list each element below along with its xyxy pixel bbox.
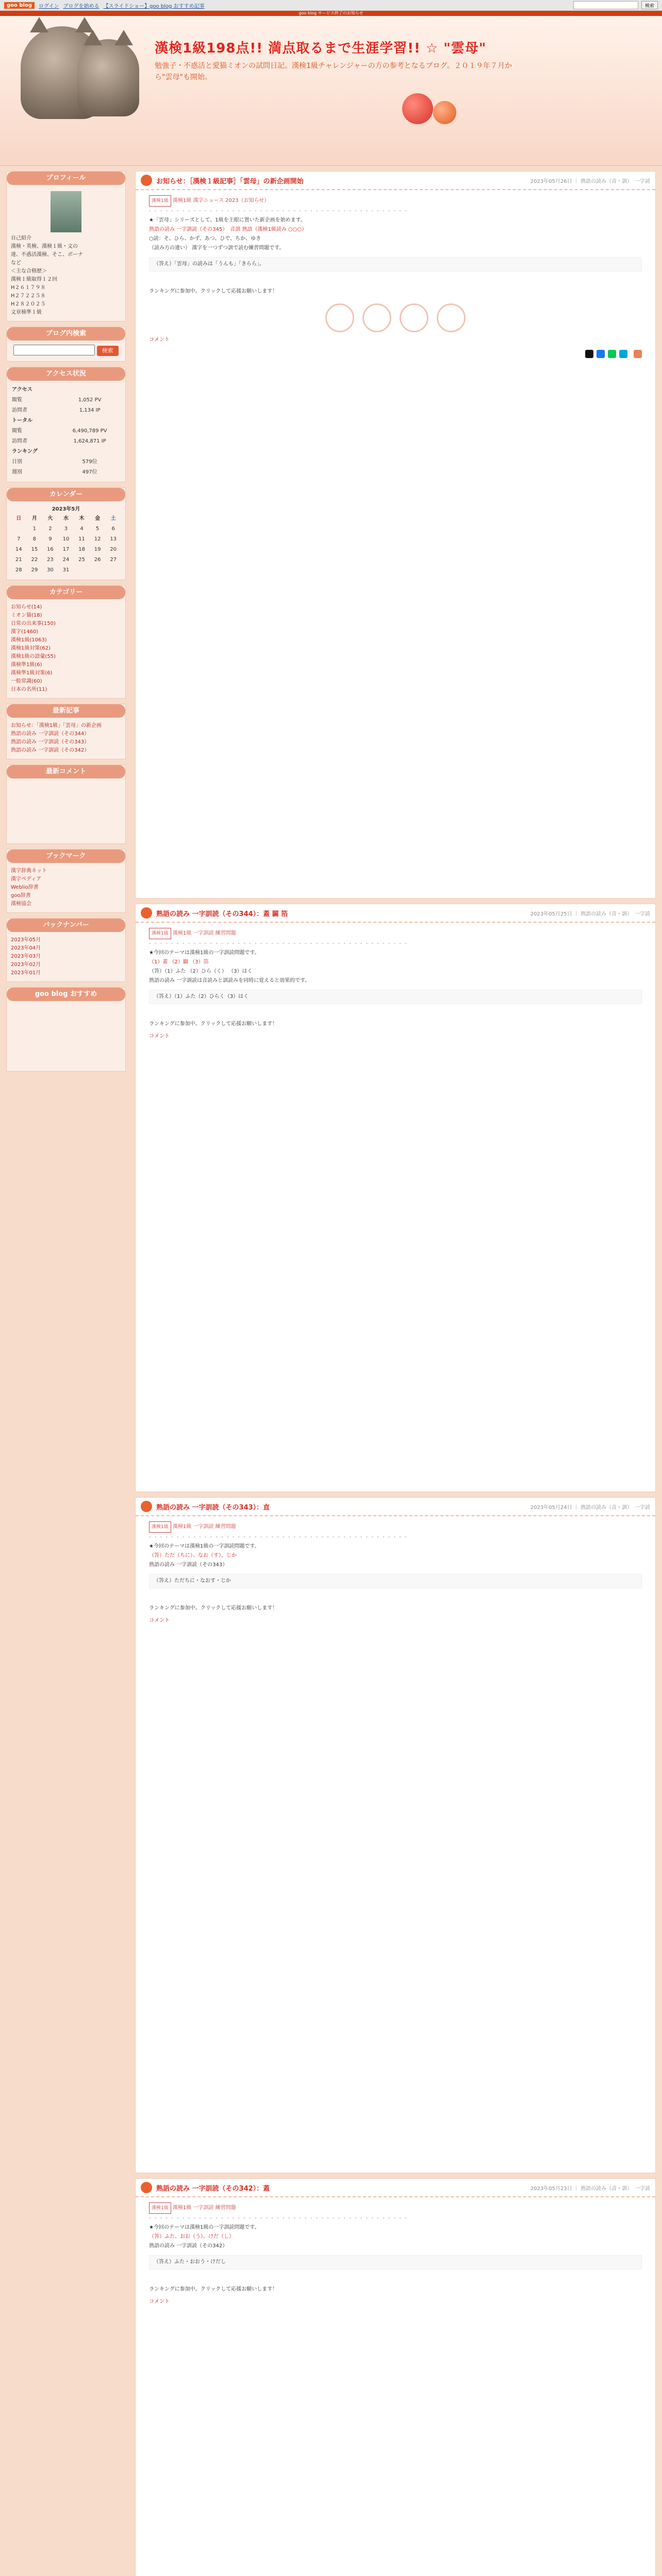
access-value xyxy=(58,447,121,457)
calendar-day[interactable]: 22 xyxy=(31,557,38,563)
category-link[interactable]: 漢検1級の語彙(55) xyxy=(11,654,56,659)
hatena-share-icon[interactable] xyxy=(619,350,627,358)
calendar-day[interactable]: 27 xyxy=(110,557,117,563)
post-text: ★今回のテーマは漢検1級の一字訓読問題です。 xyxy=(149,1544,260,1549)
access-box xyxy=(6,367,126,482)
post-date: 2023年05月26日 ｜ 熟語の読み（音・訓） 一字読 xyxy=(530,178,650,184)
calendar-day[interactable]: 4 xyxy=(80,526,84,532)
backnumber-link[interactable]: 2023年04月 xyxy=(11,945,41,951)
post-text: 熟語の読み 一字訓読（その345） 音訓 熟語（漢検1級読み ○○○） xyxy=(149,227,307,232)
profile-line: など xyxy=(11,260,21,266)
calendar-month: 2023年5月 xyxy=(52,506,80,512)
calendar-day[interactable] xyxy=(11,524,27,534)
profile-line: 文章検準１級 xyxy=(11,310,42,315)
post-text: ★「雲母」シリーズとして、1級を主眼に置いた新企画を始めます。 xyxy=(149,217,306,223)
goo-blog-logo[interactable]: goo blog xyxy=(4,2,35,9)
reaction-button[interactable] xyxy=(437,303,466,332)
calendar-day[interactable]: 8 xyxy=(32,536,37,542)
post-icon xyxy=(141,1501,152,1512)
calendar-weekday: 金 xyxy=(95,516,101,521)
recent-link[interactable]: 熟語の読み 一字訓読（その342） xyxy=(11,748,90,753)
calendar-weekday: 木 xyxy=(79,516,85,521)
calendar-day[interactable]: 1 xyxy=(32,526,37,532)
reaction-button[interactable] xyxy=(325,303,354,332)
bookmark-link[interactable]: 漢検協会 xyxy=(11,901,31,907)
yarn-ball-icon xyxy=(433,101,456,124)
top-search-button[interactable]: 検索 xyxy=(641,1,658,9)
post-answer: （答え）「雲母」の読みは「うんも」「きらら」。 xyxy=(149,257,642,272)
access-value: 1,624,871 IP xyxy=(73,438,106,444)
category-link[interactable]: 日本の名所(11) xyxy=(11,687,47,692)
access-value: 1,052 PV xyxy=(78,397,102,403)
category-title: カテゴリー xyxy=(7,586,125,599)
calendar-day[interactable]: 20 xyxy=(110,547,117,552)
post-text: ★今回のテーマは漢検1級の一字訓読問題です。 xyxy=(149,2225,260,2230)
post-date: 2023年05月25日 ｜ 熟語の読み（音・訓） 一字読 xyxy=(530,911,650,917)
post-title[interactable]: 熟語の読み 一字訓読（その343）：直 xyxy=(156,1503,270,1512)
category-link[interactable]: 漢検準1級対策(6) xyxy=(11,670,53,676)
calendar-day[interactable] xyxy=(74,565,90,575)
category-box xyxy=(6,585,126,699)
access-value xyxy=(58,385,121,395)
calendar-weekday: 土 xyxy=(110,516,116,521)
profile-line: 自己紹介 xyxy=(11,235,31,241)
sidebar xyxy=(6,166,126,2576)
post-text: （読み方の違い） 漢字を一つずつ訓で読む練習問題です。 xyxy=(149,245,285,251)
post-text: 熟語の読み 一字訓読（その343） xyxy=(149,1562,228,1568)
post-title[interactable]: 熟語の読み 一字訓読（その342）：蓋 xyxy=(156,2184,270,2193)
access-value: 579位 xyxy=(82,459,97,465)
calendar-day[interactable]: 2 xyxy=(48,526,52,532)
start-blog-link[interactable]: ブログを始める xyxy=(63,3,100,9)
notice-strip[interactable]: goo blog サービス終了のお知らせ xyxy=(0,11,662,16)
recent-link[interactable]: 熟語の読み 一字訓読（その344） xyxy=(11,731,90,737)
post-intro: 漢検1級 一字訓読 練習問題 xyxy=(172,930,236,936)
reaction-buttons xyxy=(149,303,642,332)
calendar-weekday: 火 xyxy=(47,516,53,521)
calendar-day[interactable]: 18 xyxy=(78,547,85,552)
bookmark-box xyxy=(6,849,126,913)
profile-line: 漢検・英検、漢検１級・文の xyxy=(11,244,78,249)
bookmark-link[interactable]: 漢字ペディア xyxy=(11,876,42,882)
access-label: ランキング xyxy=(12,449,38,454)
calendar-day[interactable]: 29 xyxy=(31,567,38,573)
calendar-day[interactable]: 14 xyxy=(15,547,22,552)
calendar-day[interactable]: 15 xyxy=(31,547,38,552)
profile-line: H２８２０２５ xyxy=(11,301,46,307)
calendar-day[interactable]: 6 xyxy=(111,526,115,532)
backnumber-link[interactable]: 2023年03月 xyxy=(11,954,41,959)
post-text: ○読：そ、ひら、かず、あつ、ひで、ちか、ゆき xyxy=(149,236,261,242)
access-title: アクセス状況 xyxy=(7,367,125,381)
blog-post: 熟語の読み 一字訓読（その343）：直 2023年05月24日 ｜ 熟語の読み（音・訓） 一字読 漢検1級 漢検1級 一字訓読 練習問題 - - - - - - - - - - - - - - - - - - - - - - - - - - - - - - - - - - - - - - - - - - - - - - - ★今回のテーマは漢検1級の一字訓読問題です。 （答）ただ（ちに）、なお（す）、じか 熟語の読み 一字訓読（その343） （答え）ただちに・なおす・じか ランキングに参加中。クリックして応援お願いします！ コメント xyxy=(135,1497,656,2173)
category-link[interactable]: 一般常識(60) xyxy=(11,679,42,684)
recent-title: 最新記事 xyxy=(7,704,125,718)
access-label: 週別 xyxy=(12,469,22,475)
calendar-day[interactable]: 12 xyxy=(94,536,101,542)
post-answer: （答え）（1）ふた（2）ひらく（3）はく xyxy=(149,990,642,1004)
post-text: （答）ただ（ちに）、なお（す）、じか xyxy=(149,1553,237,1558)
post-badge[interactable]: 漢検1級 xyxy=(149,1521,171,1533)
blog-search-input[interactable] xyxy=(13,345,95,355)
login-link[interactable]: ログイン xyxy=(39,3,59,9)
post-intro: 漢検1級 漢字ニュース 2023（お知らせ） xyxy=(172,198,270,204)
blog-post: お知らせ：［漢検１級記事］「雲母」の新企画開始 2023年05月26日 ｜ 熟語の読み（音・訓） 一字読 漢検1級 漢検1級 漢字ニュース 2023（お知らせ） - - - - - - - - - - - - - - - - - - - - - - - - - - - - - - - - - - - - - - - - - - - - - - - ★「雲母」シリーズとして、1級を主眼に置いた新企画を始めます。 熟語の読み 一字訓読（その345） 音訓 熟語（漢検1級読み ○○○） ○読：そ、ひら、かず、あつ、ひで、ちか、ゆき （読み方の違い） 漢字を一つずつ訓で読む練習問題です。 （答え）「雲母」の読みは「うんも」「きらら」。 ランキングに参加中。クリックして応援お願いします！ コメント xyxy=(135,171,656,899)
blog-title[interactable]: 漢検1級198点!! 満点取るまで生涯学習!! ☆ "雲母" xyxy=(155,41,487,56)
calendar-day[interactable] xyxy=(105,565,121,575)
x-share-icon[interactable] xyxy=(585,350,593,358)
comment-link[interactable]: コメント xyxy=(149,2299,170,2304)
calendar-day[interactable]: 21 xyxy=(15,557,22,563)
yarn-ball-icon xyxy=(402,93,433,124)
calendar-day[interactable]: 31 xyxy=(62,567,70,573)
category-link[interactable]: 漢検1級対策(62) xyxy=(11,646,51,651)
access-label: 訪問者 xyxy=(12,438,27,444)
reaction-button[interactable] xyxy=(362,303,391,332)
post-text: （1）蓋 （2）闢 （3）箔 xyxy=(149,959,209,965)
access-table xyxy=(11,385,121,478)
category-link[interactable]: お知らせ(14) xyxy=(11,604,42,610)
calendar-day[interactable]: 26 xyxy=(94,557,101,563)
bookmark-link[interactable]: Weblio辞書 xyxy=(11,885,39,890)
calendar-day[interactable]: 17 xyxy=(62,547,70,552)
calendar-weekday: 水 xyxy=(63,516,69,521)
post-text: 熟語の読み 一字訓読（その342） xyxy=(149,2243,228,2249)
calendar-weekday: 月 xyxy=(31,516,37,521)
blog-search-box xyxy=(6,327,126,362)
calendar-weekday: 日 xyxy=(16,516,22,521)
category-link[interactable]: 漢検1級(1063) xyxy=(11,637,47,643)
main-content xyxy=(135,166,656,2576)
comment-link[interactable]: コメント xyxy=(149,1033,170,1039)
top-search-input[interactable] xyxy=(573,1,638,9)
comment-link[interactable]: コメント xyxy=(149,337,170,343)
share-buttons xyxy=(136,350,655,358)
post-icon xyxy=(141,175,152,186)
access-value xyxy=(58,416,121,426)
blog-search-button[interactable]: 検索 xyxy=(97,346,119,356)
post-icon xyxy=(141,2182,152,2193)
profile-line: H２６１７９８ xyxy=(11,285,46,291)
calendar-day[interactable]: 24 xyxy=(62,557,70,563)
backnumber-link[interactable]: 2023年02月 xyxy=(11,962,41,968)
top-bar xyxy=(0,0,662,11)
calendar-day[interactable]: 16 xyxy=(47,547,54,552)
comment-title: 最新コメント xyxy=(7,765,125,778)
calendar-table xyxy=(11,514,121,575)
recommend-box xyxy=(6,987,126,1072)
post-text: 熟語の読み 一字訓読は音読みと訓読みを同時に覚えると効果的です。 xyxy=(149,978,310,984)
category-link[interactable]: 漢字(1460) xyxy=(11,629,39,635)
access-value: 1,134 IP xyxy=(79,408,101,413)
calendar-day[interactable]: 28 xyxy=(15,567,22,573)
reaction-button[interactable] xyxy=(400,303,428,332)
calendar-day[interactable]: 23 xyxy=(47,557,54,563)
post-intro: 漢検1級 一字訓読 練習問題 xyxy=(172,2205,236,2211)
post-text: ★今回のテーマは漢検1級の一字訓読問題です。 xyxy=(149,950,260,956)
access-label: 訪問者 xyxy=(12,408,27,413)
category-link[interactable]: 漢検準1級(6) xyxy=(11,662,42,668)
calendar-day[interactable]: 5 xyxy=(95,526,100,532)
recent-box xyxy=(6,704,126,759)
bookmark-link[interactable]: goo辞書 xyxy=(11,893,31,899)
profile-title: プロフィール xyxy=(7,172,125,185)
calendar-day[interactable]: 30 xyxy=(47,567,54,573)
blog-search-title: ブログ内検索 xyxy=(7,327,125,341)
calendar-day[interactable]: 7 xyxy=(17,536,21,542)
line-share-icon[interactable] xyxy=(608,350,616,358)
recent-link[interactable]: お知らせ：「漢検1級」「雲母」の新企画 xyxy=(11,723,102,728)
profile-line: 達、不惑活漢検、そこ、ボーナ xyxy=(11,252,83,258)
comment-box xyxy=(6,765,126,844)
profile-line: 漢検１級取得１２回 xyxy=(11,277,57,282)
post-answer: （答え）ふた・おおう・けだし xyxy=(149,2255,642,2269)
recommend-title: goo blog おすすめ xyxy=(7,988,125,1001)
blog-post: 熟語の読み 一字訓読（その344）：蓋 闢 箔 2023年05月25日 ｜ 熟語の読み（音・訓） 一字読 漢検1級 漢検1級 一字訓読 練習問題 - - - - - - - - - - - - - - - - - - - - - - - - - - - - - - - - - - - - - - - - - - - - - - - ★今回のテーマは漢検1級の一字訓読問題です。 （1）蓋 （2）闢 （3）箔 （答）（1）ふた （2）ひら（く） （3）はく 熟語の読み 一字訓読は音読みと訓読みを同時に覚えると効果的です。 （答え）（1）ふた（2）ひらく（3）はく ランキングに参加中。クリックして応援お願いします！ コメント xyxy=(135,904,656,1492)
ranking-text: ランキングに参加中。クリックして応援お願いします！ xyxy=(149,289,278,294)
access-label: 日別 xyxy=(12,459,22,465)
post-icon xyxy=(141,907,152,919)
access-label: アクセス xyxy=(12,387,32,393)
facebook-share-icon[interactable] xyxy=(597,350,605,358)
post-badge[interactable]: 漢検1級 xyxy=(149,195,171,207)
cat-icon xyxy=(634,350,642,358)
bookmark-title: ブックマーク xyxy=(7,850,125,863)
recent-link[interactable]: 熟語の読み 一字訓読（その343） xyxy=(11,739,90,745)
slideshow-link[interactable]: 【スライドショー】goo blog おすすめ記事 xyxy=(103,3,205,9)
blog-header xyxy=(0,16,662,166)
access-label: 閲覧 xyxy=(12,428,22,434)
calendar-day[interactable] xyxy=(90,565,106,575)
post-intro: 漢検1級 一字訓読 練習問題 xyxy=(172,1524,236,1530)
calendar-day[interactable]: 19 xyxy=(94,547,101,552)
cat-photo-2 xyxy=(77,39,139,116)
blog-subtitle: 勉強子・不惑活と愛猫ミオンの試問日記。漢検1級チャレンジャーの方の参考となるブログ。２０１９年７月から"雲母"も開始。 xyxy=(155,62,512,81)
backnumber-title: バックナンバー xyxy=(7,919,125,932)
ranking-text: ランキングに参加中。クリックして応援お願いします！ xyxy=(149,1021,278,1027)
access-value: 6,490,789 PV xyxy=(72,428,107,434)
post-date: 2023年05月23日 ｜ 熟語の読み（音・訓） 一字読 xyxy=(530,2185,650,2192)
calendar-day[interactable]: 11 xyxy=(78,536,85,542)
post-title[interactable]: お知らせ：［漢検１級記事］「雲母」の新企画開始 xyxy=(156,177,304,185)
comment-link[interactable]: コメント xyxy=(149,1618,170,1623)
backnumber-link[interactable]: 2023年05月 xyxy=(11,937,41,943)
post-badge[interactable]: 漢検1級 xyxy=(149,2202,171,2214)
calendar-box xyxy=(6,487,126,580)
calendar-title: カレンダー xyxy=(7,488,125,501)
backnumber-box xyxy=(6,918,126,982)
post-title[interactable]: 熟語の読み 一字訓読（その344）：蓋 闢 箔 xyxy=(156,910,288,918)
category-link[interactable]: 日常の出来事(150) xyxy=(11,621,56,626)
post-text: （答）ふた、おお（う）、けだ（し） xyxy=(149,2234,234,2240)
access-label: 閲覧 xyxy=(12,397,22,403)
calendar-day[interactable]: 3 xyxy=(64,526,68,532)
access-label: トータル xyxy=(12,418,32,423)
profile-line: ＜主な合格歴＞ xyxy=(11,268,47,274)
access-value: 497位 xyxy=(82,469,97,475)
post-badge[interactable]: 漢検1級 xyxy=(149,928,171,939)
calendar-day[interactable]: 13 xyxy=(110,536,117,542)
backnumber-link[interactable]: 2023年01月 xyxy=(11,970,41,976)
ranking-text: ランキングに参加中。クリックして応援お願いします！ xyxy=(149,1605,278,1611)
post-date: 2023年05月24日 ｜ 熟語の読み（音・訓） 一字読 xyxy=(530,1504,650,1511)
calendar-day[interactable]: 9 xyxy=(48,536,52,542)
blog-post: 熟語の読み 一字訓読（その342）：蓋 2023年05月23日 ｜ 熟語の読み（音・訓） 一字読 漢検1級 漢検1級 一字訓読 練習問題 - - - - - - - - - - - - - - - - - - - - - - - - - - - - - - - - - - - - - - - - - - - - - - - ★今回のテーマは漢検1級の一字訓読問題です。 （答）ふた、おお（う）、けだ（し） 熟語の読み 一字訓読（その342） （答え）ふた・おおう・けだし ランキングに参加中。クリックして応援お願いします！ コメント xyxy=(135,2178,656,2576)
calendar-day[interactable]: 25 xyxy=(78,557,85,563)
post-text: （答）（1）ふた （2）ひら（く） （3）はく xyxy=(149,969,253,974)
calendar-day[interactable]: 10 xyxy=(62,536,70,542)
profile-box xyxy=(6,171,126,321)
profile-image xyxy=(51,191,81,232)
category-link[interactable]: ミオン猫(18) xyxy=(11,613,42,618)
post-answer: （答え）ただちに・なおす・じか xyxy=(149,1574,642,1588)
profile-line: H２７２２５８ xyxy=(11,293,46,299)
bookmark-link[interactable]: 漢字辞典ネット xyxy=(11,868,47,874)
ranking-text: ランキングに参加中。クリックして応援お願いします！ xyxy=(149,2286,278,2292)
